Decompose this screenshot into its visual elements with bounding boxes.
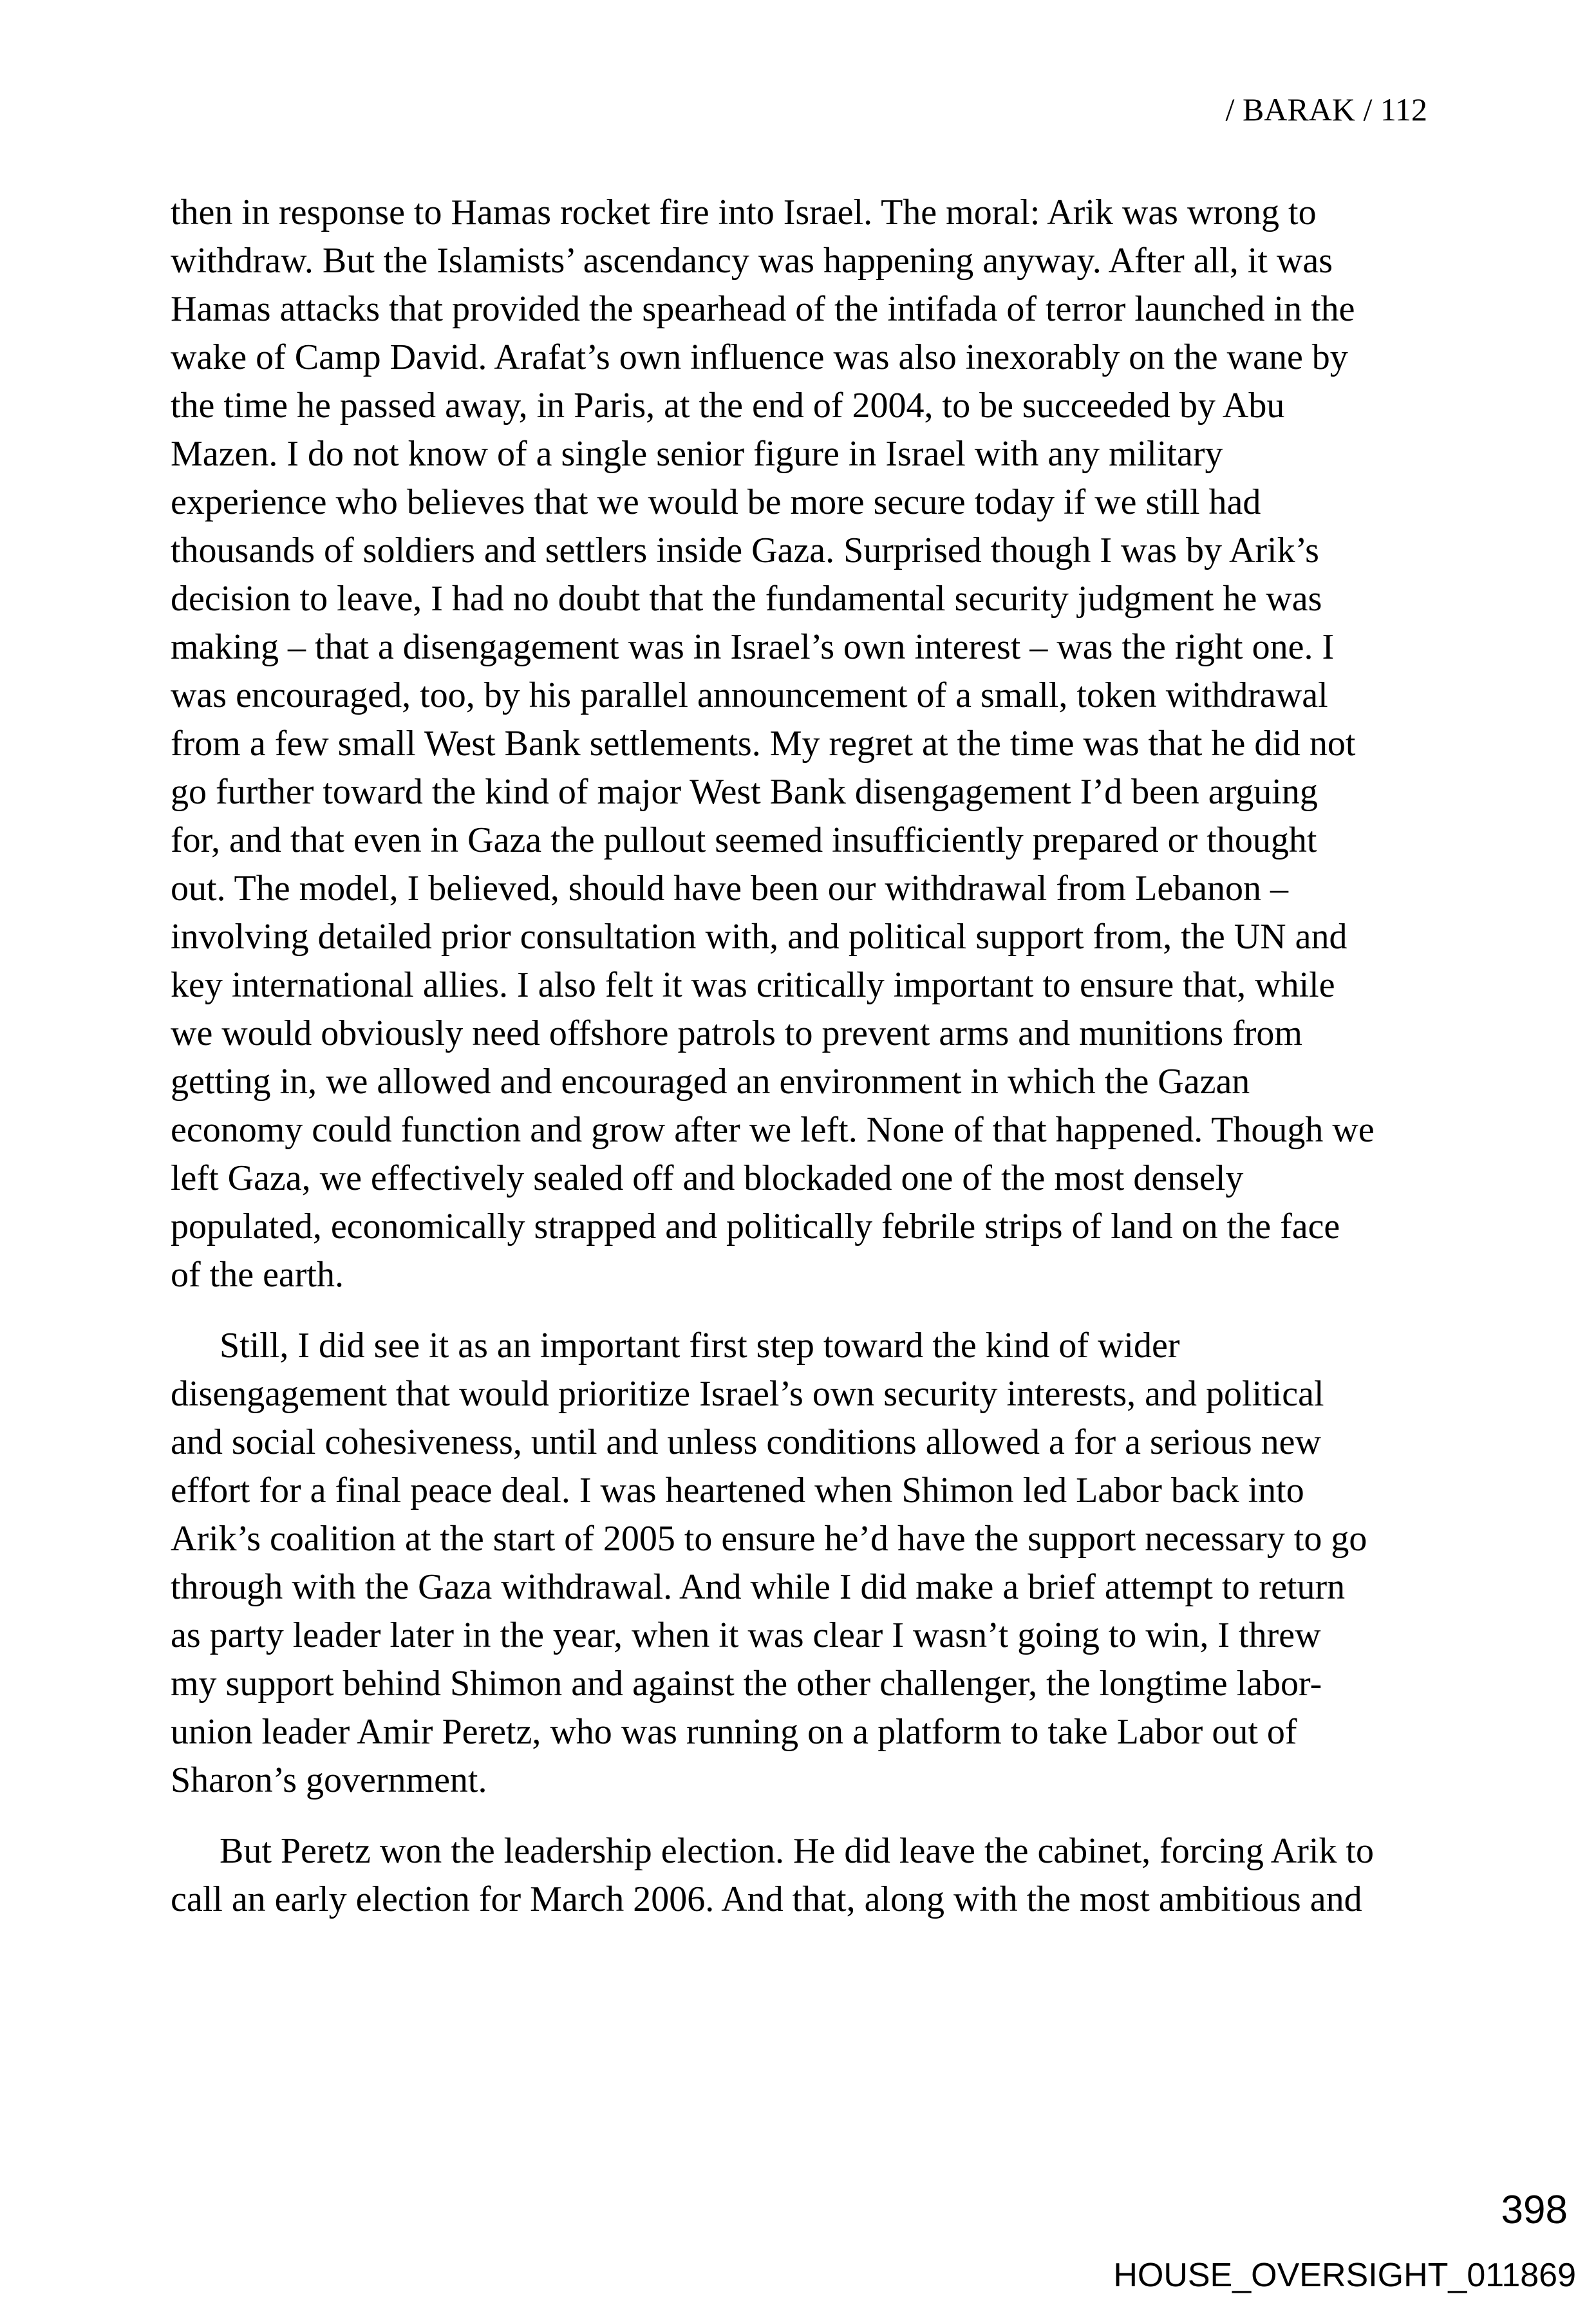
text-line: out. The model, I believed, should have been our withdrawal from Lebanon – xyxy=(171,869,1289,908)
paragraph xyxy=(171,189,1432,1299)
bates-stamp: HOUSE_OVERSIGHT_011869 xyxy=(1113,2257,1576,2294)
text-line: withdraw. But the Islamists’ ascendancy was happening anyway. After all, it was xyxy=(171,241,1333,281)
text-line: thousands of soldiers and settlers inside Gaza. Surprised though I was by Arik’s xyxy=(171,531,1319,570)
text-line: Still, I did see it as an important first step toward the kind of wider xyxy=(220,1326,1180,1366)
text-line: effort for a final peace deal. I was heartened when Shimon led Labor back into xyxy=(171,1471,1304,1510)
paragraph xyxy=(171,1322,1432,1805)
text-line: call an early election for March 2006. And that, along with the most ambitious and xyxy=(171,1879,1362,1919)
text-line: involving detailed prior consultation with, and political support from, the UN and xyxy=(171,917,1347,957)
text-line: as party leader later in the year, when it was clear I wasn’t going to win, I threw xyxy=(171,1615,1321,1655)
body-text xyxy=(171,189,1432,1924)
text-line: left Gaza, we effectively sealed off and blockaded one of the most densely xyxy=(171,1158,1244,1198)
text-line: for, and that even in Gaza the pullout seemed insufficiently prepared or thought xyxy=(171,820,1317,860)
text-line: go further toward the kind of major West Bank disengagement I’d been arguing xyxy=(171,772,1318,812)
text-line: union leader Amir Peretz, who was running on a platform to take Labor out of xyxy=(171,1712,1297,1752)
text-line: Mazen. I do not know of a single senior figure in Israel with any military xyxy=(171,434,1223,474)
text-line: wake of Camp David. Arafat’s own influence was also inexorably on the wane by xyxy=(171,337,1348,377)
paragraph xyxy=(171,1827,1432,1924)
text-line: Arik’s coalition at the start of 2005 to ensure he’d have the support necessary to go xyxy=(171,1519,1367,1559)
text-line: Sharon’s government. xyxy=(171,1760,487,1800)
text-line: economy could function and grow after we left. None of that happened. Though we xyxy=(171,1110,1375,1150)
text-line: then in response to Hamas rocket fire into Israel. The moral: Arik was wrong to xyxy=(171,193,1317,232)
text-line: my support behind Shimon and against the other challenger, the longtime labor- xyxy=(171,1664,1322,1704)
text-line: was encouraged, too, by his parallel announcement of a small, token withdrawal xyxy=(171,675,1328,715)
text-line: getting in, we allowed and encouraged an environment in which the Gazan xyxy=(171,1062,1250,1102)
text-line: experience who believes that we would be more secure today if we still had xyxy=(171,482,1261,522)
text-line: through with the Gaza withdrawal. And while I did make a brief attempt to return xyxy=(171,1567,1346,1607)
text-line: we would obviously need offshore patrols to prevent arms and munitions from xyxy=(171,1013,1302,1053)
text-line: key international allies. I also felt it was critically important to ensure that, while xyxy=(171,965,1335,1005)
page-number: 398 xyxy=(1501,2188,1568,2232)
text-line: populated, economically strapped and politically febrile strips of land on the face xyxy=(171,1207,1340,1246)
text-line: disengagement that would prioritize Israel’s own security interests, and political xyxy=(171,1374,1324,1414)
text-line: But Peretz won the leadership election. He did leave the cabinet, forcing Arik to xyxy=(220,1831,1374,1871)
running-header: / BARAK / 112 xyxy=(1225,91,1427,127)
text-line: of the earth. xyxy=(171,1255,344,1295)
text-line: and social cohesiveness, until and unless conditions allowed a for a serious new xyxy=(171,1422,1321,1462)
text-line: the time he passed away, in Paris, at the end of 2004, to be succeeded by Abu xyxy=(171,386,1285,426)
text-line: Hamas attacks that provided the spearhead of the intifada of terror launched in the xyxy=(171,289,1355,329)
text-line: making – that a disengagement was in Israel’s own interest – was the right one. I xyxy=(171,627,1335,667)
text-line: from a few small West Bank settlements. My regret at the time was that he did not xyxy=(171,724,1356,764)
text-line: decision to leave, I had no doubt that the fundamental security judgment he was xyxy=(171,579,1322,619)
